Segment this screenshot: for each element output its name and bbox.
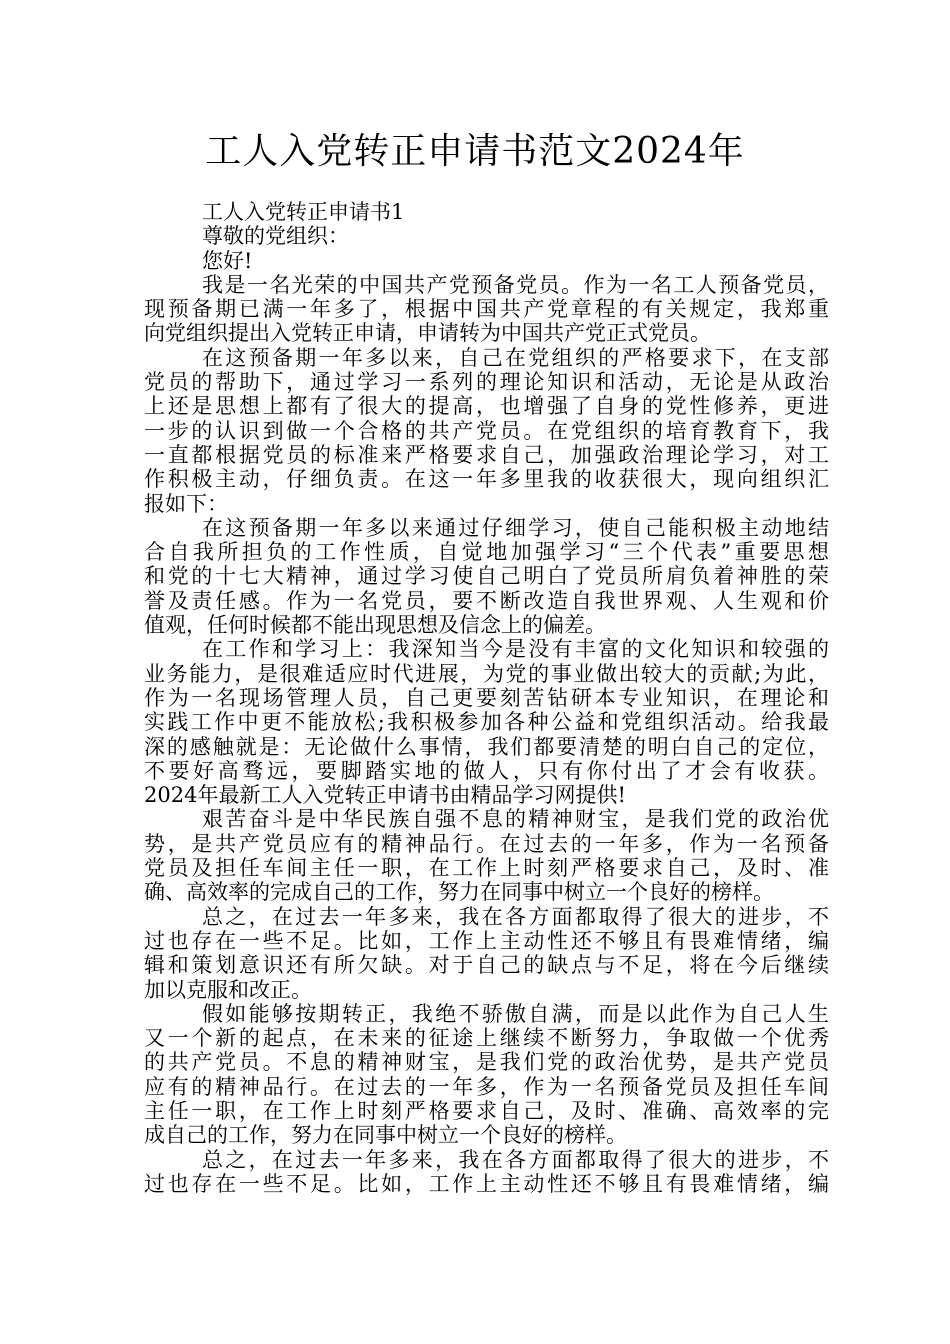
document-text-line: 总之，在过去一年多来，我在各方面都取得了很大的进步，不 [202,904,829,929]
document-text-line: 一步的认识到做一个合格的共产党员。在党组织的培育教育下，我 [144,418,829,443]
document-text-line: 现预备期已满一年多了，根据中国共产党章程的有关规定，我郑重 [144,297,829,322]
document-text-line: 实践工作中更不能放松;我积极参加各种公益和党组织活动。给我最 [144,710,829,735]
document-text-line: 工人入党转正申请书1 [202,200,405,224]
document-text-line: 一直都根据党员的标准来严格要求自己，加强政治理论学习，对工 [144,442,829,467]
document-text-line: 上还是思想上都有了很大的提高，也增强了自身的党性修养，更进 [144,394,829,419]
document-text-line: 应有的精神品行。在过去的一年多，作为一名预备党员及担任车间 [144,1074,829,1099]
document-text-line: 作为一名现场管理人员，自己更要刻苦钻研本专业知识，在理论和 [144,685,829,710]
document-title: 工人入党转正申请书范文2024年 [205,131,745,172]
document-text-line: 和党的十七大精神，通过学习使自己明白了党员所肩负着神胜的荣 [144,564,829,589]
document-text-line: 深的感触就是：无论做什么事情，我们都要清楚的明白自己的定位， [144,734,829,759]
document-text-line: 艰苦奋斗是中华民族自强不息的精神财宝，是我们党的政治优 [202,807,829,832]
document-text-line: 您好! [202,248,253,273]
document-text-line: 合自我所担负的工作性质，自觉地加强学习“三个代表”重要思想 [144,540,829,565]
document-text-line: 成自己的工作，努力在同事中树立一个良好的榜样。 [144,1123,627,1148]
document-text-line: 党员的帮助下，通过学习一系列的理论知识和活动，无论是从政治 [144,370,829,395]
document-text-line: 业务能力，是很难适应时代进展，为党的事业做出较大的贡献;为此， [144,661,829,686]
document-text-line: 向党组织提出入党转正申请，申请转为中国共产党正式党员。 [144,321,711,346]
document-text-line: 报如下： [144,491,228,516]
document-text-line: 作积极主动，仔细负责。在这一年多里我的收获很大，现向组织汇 [144,467,829,492]
document-text-line: 的共产党员。不息的精神财宝，是我们党的政治优势，是共产党员 [144,1050,829,1075]
document-text-line: 尊敬的党组织： [202,224,349,249]
document-text-line: 过也存在一些不足。比如，工作上主动性还不够且有畏难情绪，编 [144,928,829,953]
document-text-line: 主任一职，在工作上时刻严格要求自己，及时、准确、高效率的完 [144,1098,829,1123]
document-text-line: 值观，任何时候都不能出现思想及信念上的偏差。 [144,613,606,638]
document-text-line: 我是一名光荣的中国共产党预备党员。作为一名工人预备党员， [202,272,829,297]
document-text-line: 过也存在一些不足。比如，工作上主动性还不够且有畏难情绪，编 [144,1171,829,1196]
document-text-line: 在这预备期一年多以来，自己在党组织的严格要求下，在支部 [202,345,829,370]
document-text-line: 不要好高骛远，要脚踏实地的做人，只有你付出了才会有收获。 [144,758,829,783]
document-text-line: 势，是共产党员应有的精神品行。在过去的一年多，作为一名预备 [144,831,829,856]
document-text-line: 党员及担任车间主任一职，在工作上时刻严格要求自己，及时、准 [144,856,829,881]
document-text-line: 假如能够按期转正，我绝不骄傲自满，而是以此作为自己人生 [202,1001,829,1026]
document-text-line: 又一个新的起点，在未来的征途上继续不断努力，争取做一个优秀 [144,1026,829,1051]
document-text-line: 在工作和学习上：我深知当今是没有丰富的文化知识和较强的 [202,637,829,662]
document-text-line: 誉及责任感。作为一名党员，要不断改造自我世界观、人生观和价 [144,588,829,613]
document-text-line: 加以克服和改正。 [144,977,312,1002]
document-text-line: 辑和策划意识还有所欠缺。对于自己的缺点与不足，将在今后继续 [144,953,829,978]
document-text-line: 总之，在过去一年多来，我在各方面都取得了很大的进步，不 [202,1147,829,1172]
document-text-line: 在这预备期一年多以来通过仔细学习，使自己能积极主动地结 [202,515,829,540]
document-text-line: 2024年最新工人入党转正申请书由精品学习网提供! [144,783,626,808]
document-body [144,200,829,1196]
document-text-line: 确、高效率的完成自己的工作，努力在同事中树立一个良好的榜样。 [144,880,774,905]
